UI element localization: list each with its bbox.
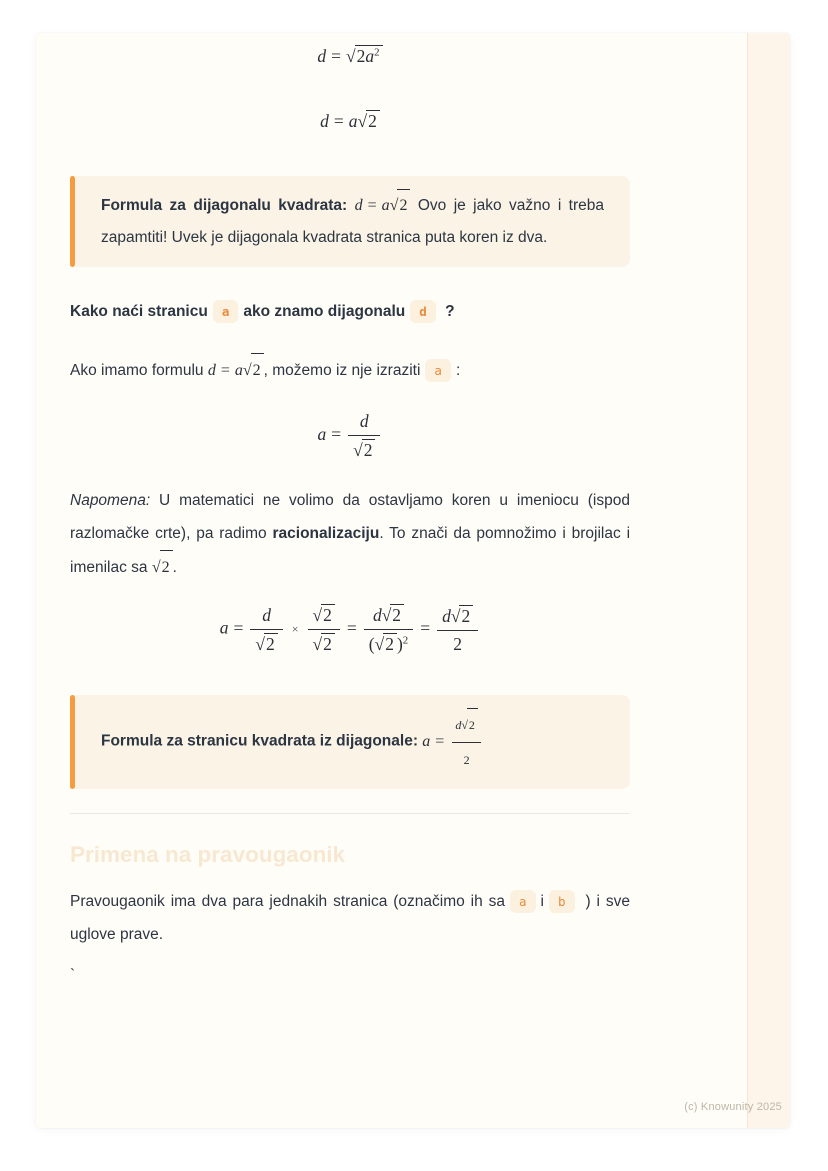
- formula-a-d-over-sqrt2: [70, 411, 630, 461]
- sqrt-expression: [313, 604, 335, 626]
- radicand: 2: [383, 633, 397, 655]
- fraction-denominator: 2: [437, 630, 478, 655]
- sqrt-expression: [375, 633, 397, 655]
- radical-sign: √: [242, 362, 252, 379]
- math-var: a: [365, 46, 375, 66]
- inline-math-a-dsqrt2-over-2: [422, 718, 483, 767]
- radical-sign: √: [374, 634, 385, 654]
- callout-text: [101, 708, 604, 776]
- radicand: [355, 45, 383, 67]
- radicand: 2: [362, 439, 376, 461]
- fraction-denominator: 2: [452, 742, 481, 776]
- section-heading-pravougaonik: Primena na pravougaonik: [70, 842, 346, 867]
- math-var: d: [317, 46, 327, 66]
- radicand: 2: [397, 189, 410, 222]
- stray-backtick: `: [70, 967, 76, 984]
- radicand: 2: [321, 633, 335, 655]
- math-equals: =: [331, 46, 342, 66]
- paragraph-text: , možemo iz nje izraziti: [263, 362, 421, 379]
- math-var: d: [442, 605, 451, 626]
- callout-bold-label: Formula za dijagonalu kvadrata:: [101, 197, 348, 214]
- math-var: a: [219, 617, 229, 638]
- radicand: 2: [390, 604, 404, 626]
- sqrt-expression: [451, 605, 473, 627]
- math-var: d: [320, 111, 329, 131]
- math-var: a: [317, 424, 327, 445]
- math-equals: =: [331, 424, 342, 445]
- callout-text-rest: Ovo je jako važno i treba zapamtiti! Uvek je dijagonala kvadrata stranica puta koren iz dva.: [101, 197, 605, 246]
- bold-term: racionalizaciju: [272, 525, 380, 542]
- fraction: [348, 411, 380, 461]
- math-var: a: [234, 362, 243, 379]
- paragraph-rectangle: [70, 885, 630, 951]
- fraction-numerator: [452, 708, 481, 742]
- radical-sign: √: [312, 605, 323, 625]
- napomena-label: Napomena:: [70, 492, 151, 509]
- math-equals: =: [420, 617, 431, 638]
- radicand: 2: [467, 708, 478, 741]
- paragraph-derive-a: [70, 353, 630, 387]
- fraction-numerator: [308, 604, 340, 629]
- math-equals: =: [435, 732, 445, 750]
- callout-diagonal-formula: [70, 176, 630, 267]
- sqrt-expression: [313, 633, 335, 655]
- math-var: d: [354, 197, 363, 214]
- radical-sign: √: [346, 46, 356, 66]
- math-equals: =: [346, 617, 357, 638]
- radical-sign: √: [353, 440, 363, 460]
- paragraph-text: ) i sve uglove prave.: [70, 893, 631, 943]
- callout-body: [75, 176, 630, 267]
- radical-sign: √: [255, 633, 266, 654]
- fraction-denominator: [250, 629, 282, 655]
- radical-sign: √: [312, 634, 323, 654]
- radicand: 2: [160, 550, 173, 584]
- paragraph-text: .: [172, 559, 177, 576]
- fraction: [308, 604, 340, 655]
- paragraph-text: Ako imamo formulu: [70, 362, 204, 379]
- formula-d-a-sqrt2: [70, 110, 630, 132]
- inline-code-d: d: [410, 300, 436, 323]
- sqrt-expression: [346, 45, 383, 67]
- paragraph-text: i: [540, 893, 544, 910]
- sqrt-expression: [243, 353, 264, 387]
- fraction: [437, 605, 478, 655]
- fraction: [452, 708, 481, 776]
- fraction-numerator: d: [359, 411, 369, 431]
- math-equals: =: [233, 617, 244, 638]
- radicand: 2: [251, 353, 264, 387]
- fraction-numerator: d: [262, 604, 271, 625]
- radical-sign: √: [450, 605, 461, 626]
- radical-sign: √: [389, 197, 399, 214]
- radical-sign: √: [381, 605, 392, 625]
- copyright-footer: (c) Knowunity 2025: [684, 1101, 782, 1113]
- math-equals: =: [220, 362, 230, 379]
- callout-text: [101, 189, 604, 254]
- document-content: [70, 33, 630, 987]
- sqrt-expression: [461, 708, 478, 741]
- radicand: 2: [459, 605, 473, 627]
- paragraph-text: Pravougaonik ima dva para jednakih stranica (označimo ih sa: [70, 893, 506, 910]
- math-var: a: [422, 732, 431, 750]
- callout-side-formula: [70, 695, 630, 789]
- heading-text: Kako naći stranicu: [70, 303, 208, 320]
- heading-text: ?: [445, 303, 455, 320]
- sqrt-expression: [255, 633, 277, 655]
- inline-math-d-a-sqrt2: [208, 362, 264, 379]
- section-heading-find-side: [70, 300, 630, 324]
- math-var: d: [455, 718, 462, 732]
- math-equals: =: [367, 197, 377, 214]
- fraction: [364, 604, 413, 655]
- math-num: 2: [356, 46, 366, 66]
- callout-body: [75, 695, 630, 789]
- math-paren: (: [368, 634, 375, 654]
- inline-code-a: a: [213, 300, 239, 323]
- radical-sign: √: [151, 559, 161, 576]
- callout-bold-label: Formula za stranicu kvadrata iz dijagonale:: [101, 732, 418, 750]
- sqrt-expression: [382, 604, 404, 626]
- inline-math-sqrt2: [152, 559, 173, 576]
- math-paren: ): [396, 634, 403, 654]
- fraction-denominator: [364, 629, 413, 655]
- paragraph-text: :: [455, 362, 461, 379]
- fraction: [250, 605, 282, 655]
- math-equals: =: [333, 111, 344, 131]
- page-edge-strip: [747, 33, 790, 1128]
- heading-text: ako znamo dijagonalu: [243, 303, 406, 320]
- inline-code-a: a: [425, 359, 451, 382]
- math-exponent: 2: [374, 46, 380, 59]
- math-var: a: [348, 111, 358, 131]
- fraction-denominator: [308, 629, 340, 655]
- paragraph-napomena: [70, 484, 630, 584]
- paragraph-text: U matematici ne volimo da ostavljamo koren u imeniocu (ispod razlomačke crte), pa radimo: [70, 492, 630, 542]
- sqrt-expression: [152, 550, 173, 584]
- fraction-numerator: [437, 605, 478, 630]
- fraction-denominator: [348, 435, 380, 461]
- radical-sign: √: [461, 718, 468, 732]
- section-divider: [70, 813, 630, 814]
- radicand: 2: [264, 633, 278, 655]
- inline-math-d-a-sqrt2: [355, 197, 411, 214]
- math-exponent: 2: [402, 634, 409, 647]
- fraction-numerator: [364, 604, 413, 629]
- formula-rationalization: [70, 604, 630, 655]
- sqrt-expression: [353, 439, 375, 461]
- radical-sign: √: [357, 111, 368, 131]
- inline-code-a: a: [510, 890, 536, 913]
- formula-d-sqrt-2a2: [70, 45, 630, 67]
- radicand: 2: [366, 110, 380, 132]
- math-times: ×: [291, 622, 299, 636]
- math-var: d: [372, 605, 382, 625]
- math-var: d: [207, 362, 216, 379]
- sqrt-expression: [390, 189, 411, 222]
- math-var: a: [381, 197, 390, 214]
- radicand: 2: [321, 604, 335, 626]
- document-page: [36, 33, 790, 1128]
- sqrt-expression: [358, 110, 380, 132]
- paragraph-text: . To znači da pomnožimo i brojilac i imenilac sa: [70, 525, 631, 576]
- inline-code-b: b: [549, 890, 575, 913]
